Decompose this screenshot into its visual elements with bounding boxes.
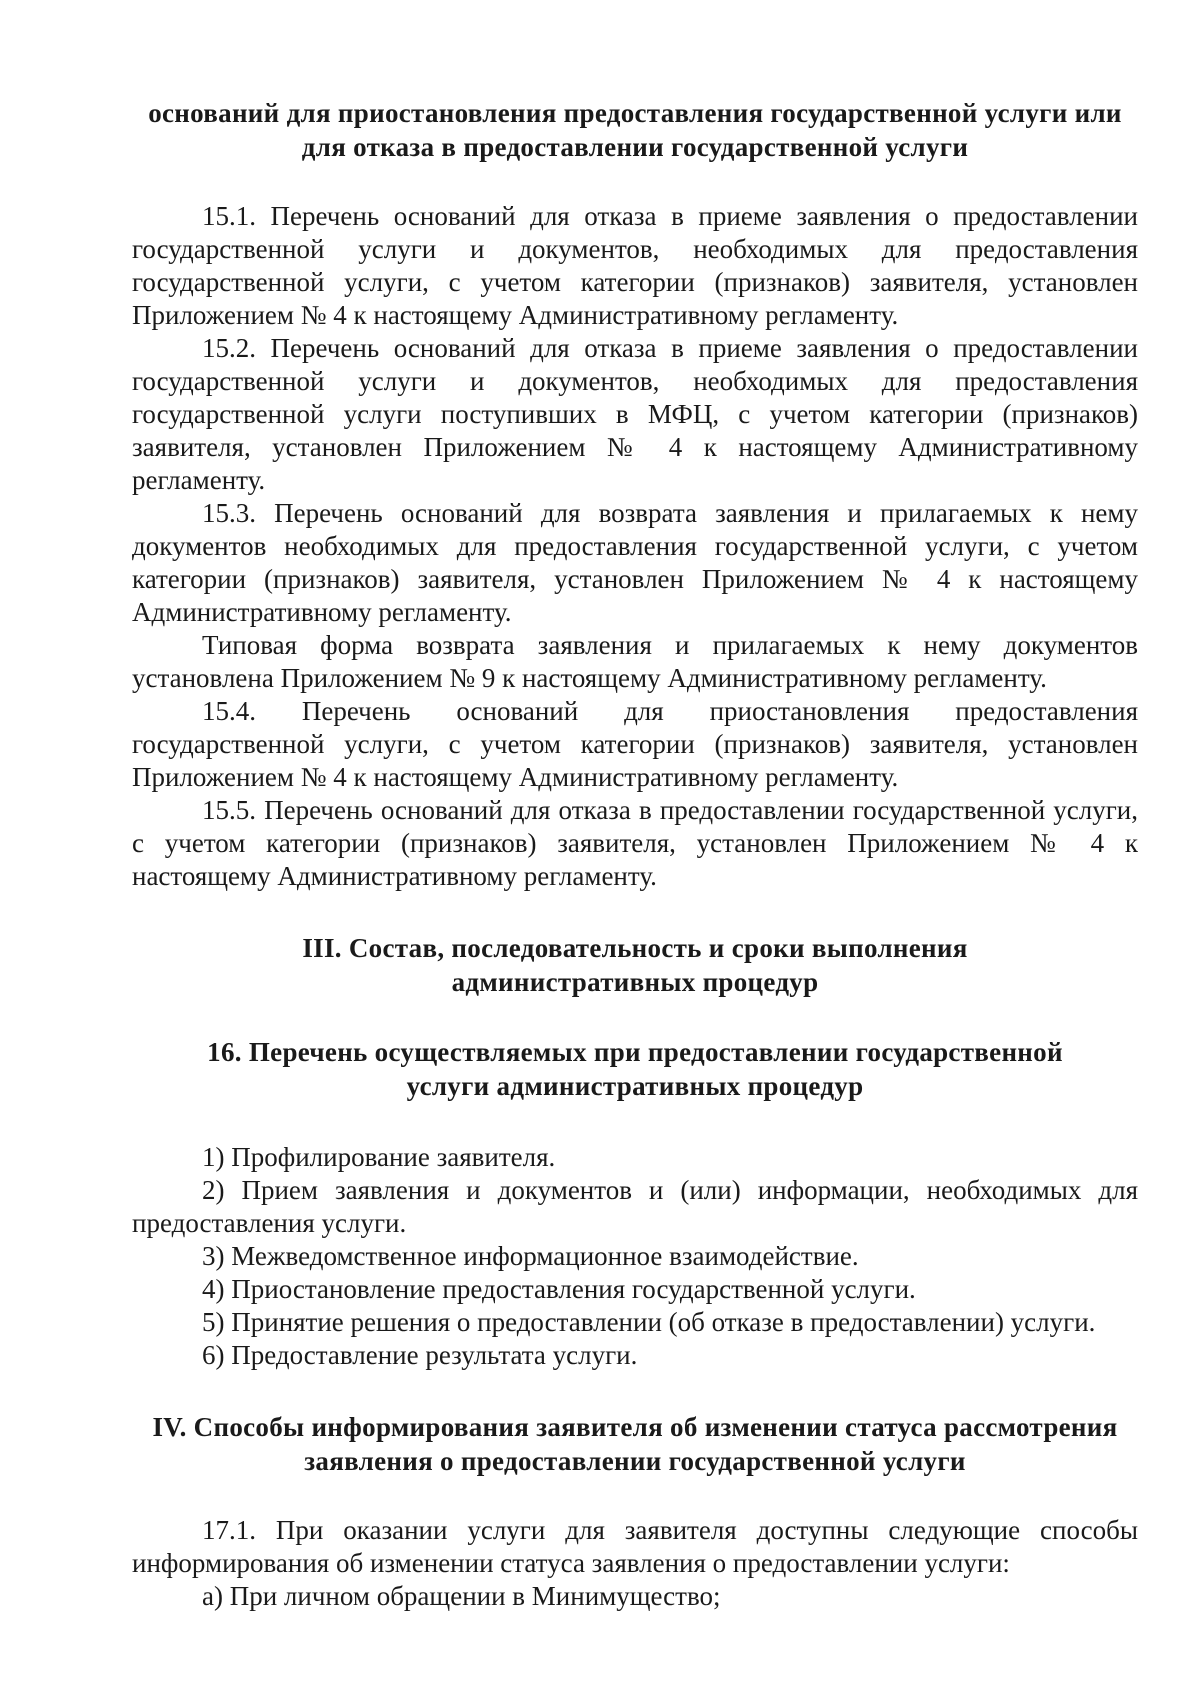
section-heading-grounds bbox=[132, 96, 1138, 164]
list-item: 1) Профилирование заявителя. bbox=[202, 1142, 556, 1172]
heading-line: оснований для приостановления предоставления государственной услуги или bbox=[148, 98, 1122, 128]
list-item: 6) Предоставление результата услуги. bbox=[202, 1340, 638, 1370]
list-item: 5) Принятие решения о предоставлении (об отказе в предоставлении) услуги. bbox=[202, 1307, 1096, 1337]
paragraph-15-2: 15.2. Перечень оснований для отказа в приеме заявления о предоставлении государственной услуги и документов, необходимых для предоставления государственной услуги поступивших в МФЦ, с учетом категории (признаков) заявителя, установлен Приложением № 4 к настоящему Административному регламенту. bbox=[132, 333, 1138, 495]
heading-line: 16. Перечень осуществляемых при предоставлении государственной bbox=[207, 1037, 1063, 1067]
document-page bbox=[132, 96, 1138, 1613]
heading-line: административных процедур bbox=[451, 967, 819, 997]
procedures-list bbox=[132, 1141, 1138, 1372]
paragraph-17-1: 17.1. При оказании услуги для заявителя доступны следующие способы информирования об изменении статуса заявления о предоставлении услуги: bbox=[132, 1515, 1138, 1578]
heading-line: III. Состав, последовательность и сроки выполнения bbox=[302, 933, 968, 963]
heading-line: для отказа в предоставлении государственной услуги bbox=[301, 132, 969, 162]
heading-line: IV. Способы информирования заявителя об изменении статуса рассмотрения bbox=[152, 1412, 1118, 1442]
list-item: 4) Приостановление предоставления государственной услуги. bbox=[202, 1274, 916, 1304]
section-heading-iii bbox=[132, 931, 1138, 999]
paragraph-15-3: 15.3. Перечень оснований для возврата заявления и прилагаемых к нему документов необходимых для предоставления государственной услуги, с учетом категории (признаков) заявителя, установлен Приложением № 4 к настоящему Административному регламенту. bbox=[132, 498, 1138, 627]
paragraph-15-1: 15.1. Перечень оснований для отказа в приеме заявления о предоставлении государственной услуги и документов, необходимых для предоставления государственной услуги, с учетом категории (признаков) заявителя, установлен Приложением № 4 к настоящему Административному регламенту. bbox=[132, 201, 1138, 330]
paragraph-typical-form: Типовая форма возврата заявления и прилагаемых к нему документов установлена Приложением № 9 к настоящему Административному регламенту. bbox=[132, 630, 1138, 693]
paragraph-15-5: 15.5. Перечень оснований для отказа в предоставлении государственной услуги, с учетом категории (признаков) заявителя, установлен Приложением № 4 к настоящему Административному регламенту. bbox=[132, 795, 1138, 891]
section-17-body bbox=[132, 1514, 1138, 1613]
paragraph-17-1-a: а) При личном обращении в Минимущество; bbox=[202, 1581, 721, 1611]
list-item: 2) Прием заявления и документов и (или) информации, необходимых для предоставления услуги. bbox=[132, 1175, 1138, 1238]
paragraph-15-4: 15.4. Перечень оснований для приостановления предоставления государственной услуги, с учетом категории (признаков) заявителя, установлен Приложением № 4 к настоящему Административному регламенту. bbox=[132, 696, 1138, 792]
heading-line: услуги административных процедур bbox=[406, 1071, 864, 1101]
section-heading-16 bbox=[132, 1035, 1138, 1103]
section-heading-iv bbox=[132, 1410, 1138, 1478]
section-15-body bbox=[132, 200, 1138, 893]
heading-line: заявления о предоставлении государственной услуги bbox=[304, 1446, 966, 1476]
list-item: 3) Межведомственное информационное взаимодействие. bbox=[202, 1241, 859, 1271]
